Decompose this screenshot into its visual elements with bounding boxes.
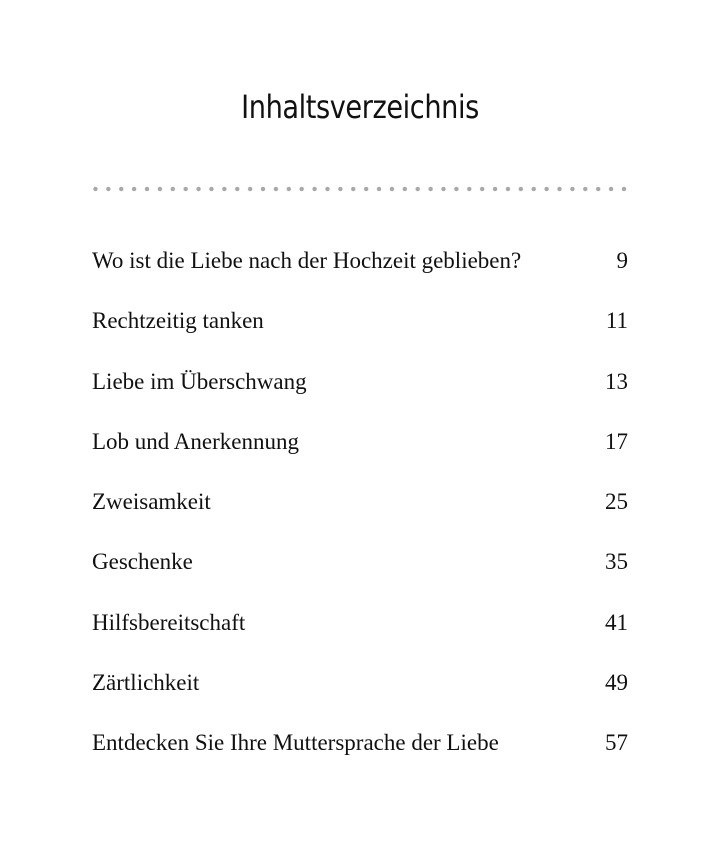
toc-entry[interactable] (92, 610, 628, 670)
toc-entry[interactable] (92, 308, 628, 368)
toc-entry[interactable] (92, 549, 628, 609)
toc-entry-page: 35 (605, 549, 628, 575)
toc-entry[interactable] (92, 489, 628, 549)
toc-entry[interactable] (92, 730, 628, 790)
toc-entry[interactable] (92, 429, 628, 489)
toc-entry-page: 25 (605, 489, 628, 515)
toc-entry-label: Entdecken Sie Ihre Muttersprache der Liebe (92, 730, 499, 756)
toc-entry-label: Geschenke (92, 549, 193, 575)
dotted-divider (89, 185, 631, 193)
page-title: Inhaltsverzeichnis (241, 88, 479, 126)
toc-entry-page: 17 (605, 428, 628, 454)
toc-entry-page: 57 (605, 730, 628, 756)
toc-entry-page: 13 (605, 368, 628, 394)
toc-entry-label: Zweisamkeit (92, 489, 211, 515)
toc-entry-label: Wo ist die Liebe nach der Hochzeit geblieben? (92, 248, 522, 273)
toc-entry-label: Liebe im Überschwang (92, 368, 307, 394)
toc-entry-label: Hilfsbereitschaft (92, 609, 246, 635)
toc-entry-label: Zärtlichkeit (92, 670, 200, 696)
toc-entry-page: 41 (605, 609, 628, 635)
toc-entry[interactable] (92, 369, 628, 429)
toc-entry[interactable] (92, 248, 628, 308)
toc-entry[interactable] (92, 670, 628, 730)
toc-entry-page: 9 (616, 248, 628, 273)
toc-entry-label: Lob und Anerkennung (92, 428, 299, 454)
toc-entry-label: Rechtzeitig tanken (92, 308, 264, 334)
toc-entry-page: 11 (605, 308, 628, 334)
table-of-contents (92, 248, 628, 791)
toc-entry-page: 49 (605, 670, 628, 696)
